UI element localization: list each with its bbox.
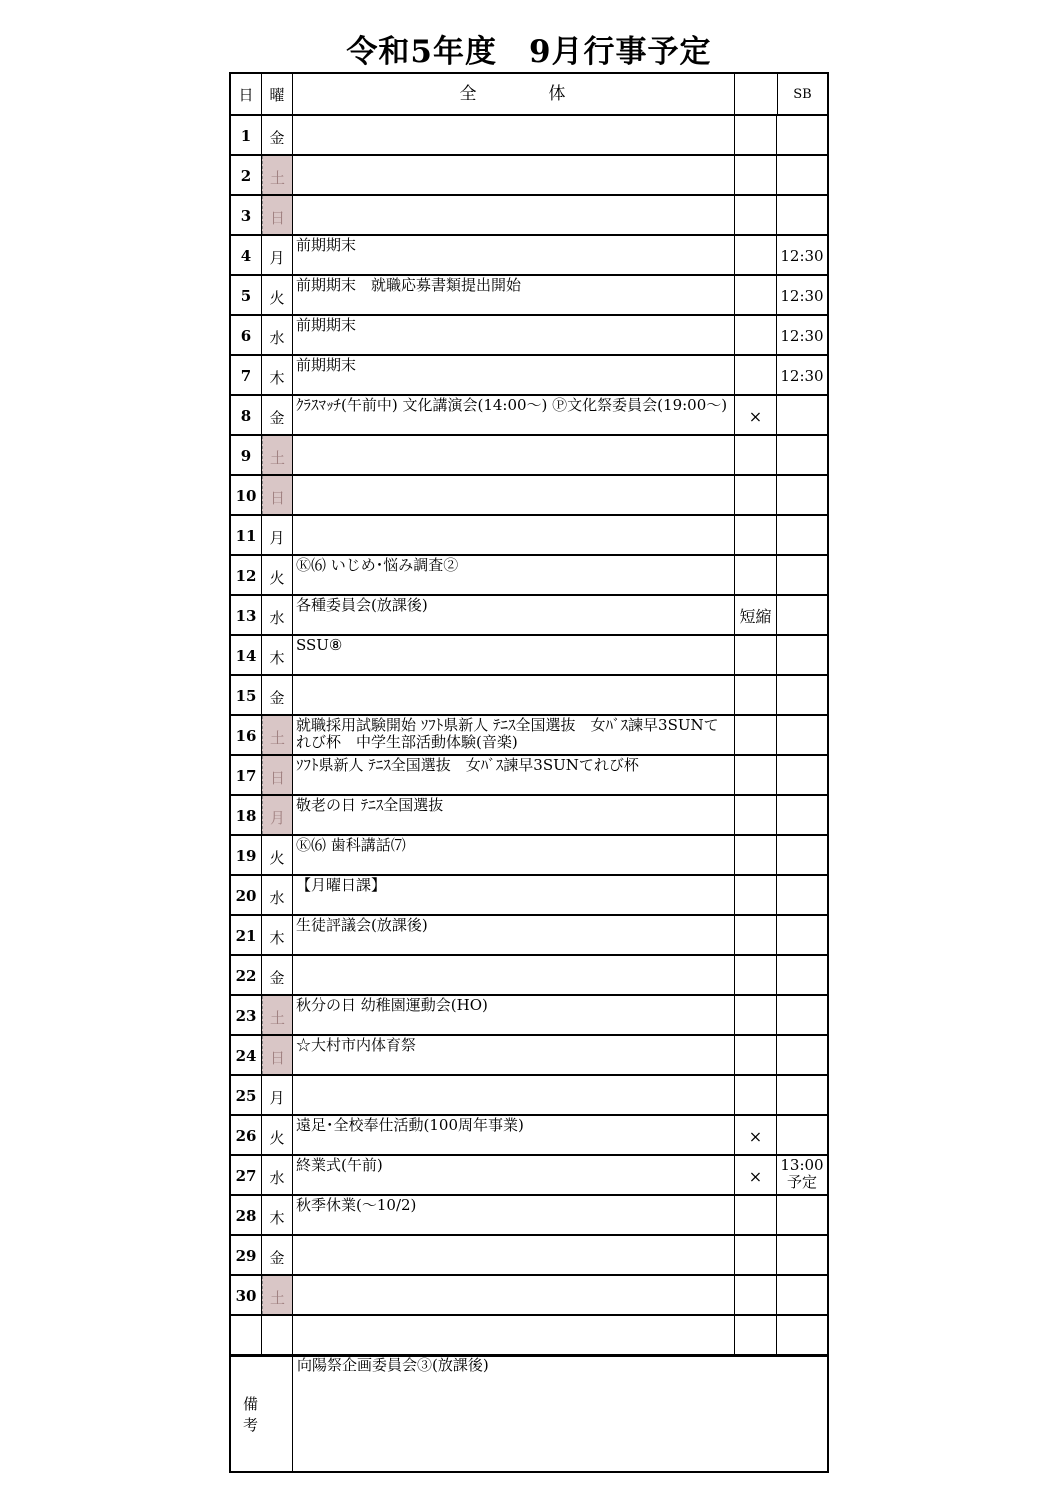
sb-time (777, 956, 827, 994)
weekday: 土 (262, 996, 293, 1034)
event-text: 前期期末 (293, 316, 735, 354)
sb-time (777, 676, 827, 714)
status-mark: × (735, 396, 777, 434)
table-row (231, 516, 827, 556)
sb-time: 12:30 (780, 367, 824, 385)
page-title: 令和5年度 9月行事予定 (346, 34, 712, 70)
sb-time (777, 156, 827, 194)
status-mark (735, 196, 777, 234)
notes-text: 向陽祭企画委員会③(放課後) (297, 1356, 489, 1374)
table-row (231, 356, 827, 396)
event-text (293, 156, 735, 194)
table-row (231, 1236, 827, 1276)
weekday: 土 (262, 436, 293, 474)
header-weekday: 曜 (262, 74, 293, 114)
event-text: Ⓚ⑹ いじめ･悩み調査② (293, 556, 735, 594)
table-row (231, 956, 827, 996)
day-number: 19 (231, 836, 262, 874)
day-number: 24 (231, 1036, 262, 1074)
status-mark (735, 1316, 777, 1354)
event-text: 前期期末 (293, 236, 735, 274)
day-number: 23 (231, 996, 262, 1034)
event-text: ☆大村市内体育祭 (293, 1036, 735, 1074)
table-row (231, 1316, 827, 1356)
day-number: 22 (231, 956, 262, 994)
day-number: 6 (231, 316, 262, 354)
weekday: 土 (262, 1276, 293, 1314)
status-mark (735, 1236, 777, 1274)
event-text: 遠足･全校奉仕活動(100周年事業) (293, 1116, 735, 1154)
status-mark (735, 1036, 777, 1074)
day-number: 1 (231, 116, 262, 154)
weekday: 土 (262, 156, 293, 194)
weekday: 水 (262, 876, 293, 914)
status-mark (735, 1276, 777, 1314)
event-text (293, 476, 735, 514)
status-mark (735, 636, 777, 674)
table-row (231, 476, 827, 516)
sb-time (777, 716, 827, 754)
day-number: 14 (231, 636, 262, 674)
event-text (293, 116, 735, 154)
table-row (231, 156, 827, 196)
day-number: 2 (231, 156, 262, 194)
event-text: 敬老の日 ﾃﾆｽ全国選抜 (293, 796, 735, 834)
weekday: 木 (262, 636, 293, 674)
day-number: 17 (231, 756, 262, 794)
sb-time (777, 1236, 827, 1274)
event-text (293, 516, 735, 554)
day-number (231, 1316, 262, 1354)
event-text (293, 1276, 735, 1314)
event-text: 前期期末 (293, 356, 735, 394)
table-row (231, 1116, 827, 1156)
day-number: 28 (231, 1196, 262, 1234)
status-mark (735, 1196, 777, 1234)
weekday: 日 (262, 476, 293, 514)
weekday: 水 (262, 316, 293, 354)
status-mark (735, 676, 777, 714)
sb-time (777, 876, 827, 914)
table-row (231, 276, 827, 316)
status-mark (735, 1076, 777, 1114)
event-text (293, 956, 735, 994)
status-mark: 短縮 (735, 596, 777, 634)
status-mark (735, 276, 777, 314)
day-number: 12 (231, 556, 262, 594)
day-number: 10 (231, 476, 262, 514)
status-mark (735, 356, 777, 394)
sb-time (777, 476, 827, 514)
sb-time (777, 916, 827, 954)
table-row (231, 996, 827, 1036)
weekday: 月 (262, 236, 293, 274)
event-text: 【月曜日課】 (293, 876, 735, 914)
table-row (231, 396, 827, 436)
day-number: 7 (231, 356, 262, 394)
event-text: 生徒評議会(放課後) (293, 916, 735, 954)
notes-section (231, 1354, 827, 1471)
event-text: 秋季休業(～10/2) (293, 1196, 735, 1234)
schedule-table (229, 72, 829, 1473)
weekday: 月 (262, 796, 293, 834)
weekday: 月 (262, 516, 293, 554)
sb-time (777, 756, 827, 794)
sb-time (777, 996, 827, 1034)
day-number: 8 (231, 396, 262, 434)
day-number: 11 (231, 516, 262, 554)
weekday: 日 (262, 756, 293, 794)
sb-time: 12:30 (780, 327, 824, 345)
event-text: 秋分の日 幼稚園運動会(HO) (293, 996, 735, 1034)
table-row (231, 1276, 827, 1316)
status-mark (735, 236, 777, 274)
weekday: 月 (262, 1076, 293, 1114)
sb-time (777, 516, 827, 554)
day-number: 18 (231, 796, 262, 834)
status-mark (735, 436, 777, 474)
table-row (231, 1076, 827, 1116)
table-row (231, 596, 827, 636)
table-row (231, 636, 827, 676)
day-number: 25 (231, 1076, 262, 1114)
table-row (231, 116, 827, 156)
table-row (231, 836, 827, 876)
day-number: 13 (231, 596, 262, 634)
header-event-b: 体 (548, 84, 568, 104)
table-row (231, 1196, 827, 1236)
weekday: 水 (262, 1156, 293, 1194)
header-event (293, 74, 735, 114)
sb-time: 12:30 (780, 247, 824, 265)
status-mark (735, 516, 777, 554)
table-row (231, 916, 827, 956)
weekday: 木 (262, 916, 293, 954)
status-mark: × (735, 1156, 777, 1194)
day-number: 16 (231, 716, 262, 754)
day-number: 9 (231, 436, 262, 474)
event-text: ｿﾌﾄ県新人 ﾃﾆｽ全国選抜 女ﾊﾞｽ諫早3SUNてれび杯 (293, 756, 735, 794)
header-sb: SB (777, 74, 827, 114)
status-mark: × (735, 1116, 777, 1154)
status-mark (735, 716, 777, 754)
event-text: SSU⑧ (293, 636, 735, 674)
sb-time (777, 556, 827, 594)
sb-time (777, 1036, 827, 1074)
day-number: 21 (231, 916, 262, 954)
weekday: 水 (262, 596, 293, 634)
day-number: 3 (231, 196, 262, 234)
sb-time (777, 1316, 827, 1354)
table-row (231, 756, 827, 796)
event-text (293, 436, 735, 474)
table-row (231, 236, 827, 276)
weekday: 火 (262, 836, 293, 874)
day-number: 26 (231, 1116, 262, 1154)
table-row (231, 1036, 827, 1076)
table-row (231, 436, 827, 476)
table-row (231, 556, 827, 596)
status-mark (735, 116, 777, 154)
sb-time (777, 396, 827, 434)
weekday: 火 (262, 276, 293, 314)
header-day: 日 (231, 74, 262, 114)
day-number: 29 (231, 1236, 262, 1274)
sb-time (777, 1276, 827, 1314)
status-mark (735, 476, 777, 514)
sb-time (777, 1076, 827, 1114)
event-text: ｸﾗｽﾏｯﾁ(午前中) 文化講演会(14:00～) Ⓟ文化祭委員会(19:00～) (293, 396, 735, 434)
sb-time (777, 596, 827, 634)
weekday: 木 (262, 1196, 293, 1234)
sb-time (777, 1116, 827, 1154)
event-text (293, 676, 735, 714)
event-text (293, 1076, 735, 1114)
table-row (231, 1156, 827, 1196)
sb-time: 13:00 予定 (780, 1156, 824, 1191)
event-text: 前期期末 就職応募書類提出開始 (293, 276, 735, 314)
weekday (262, 1316, 293, 1354)
event-text: 終業式(午前) (293, 1156, 735, 1194)
table-row (231, 796, 827, 836)
status-mark (735, 996, 777, 1034)
weekday: 木 (262, 356, 293, 394)
status-mark (735, 316, 777, 354)
status-mark (735, 916, 777, 954)
weekday: 金 (262, 676, 293, 714)
weekday: 火 (262, 556, 293, 594)
status-mark (735, 956, 777, 994)
status-mark (735, 876, 777, 914)
header-flag (735, 74, 777, 114)
day-number: 15 (231, 676, 262, 714)
status-mark (735, 156, 777, 194)
sb-time (777, 436, 827, 474)
table-row (231, 196, 827, 236)
sb-time: 12:30 (780, 287, 824, 305)
status-mark (735, 556, 777, 594)
sb-time (777, 196, 827, 234)
table-row (231, 316, 827, 356)
sb-time (777, 796, 827, 834)
sb-time (777, 116, 827, 154)
table-header (231, 74, 827, 116)
weekday: 日 (262, 196, 293, 234)
table-row (231, 716, 827, 756)
day-number: 20 (231, 876, 262, 914)
weekday: 金 (262, 956, 293, 994)
weekday: 金 (262, 116, 293, 154)
table-row (231, 876, 827, 916)
sb-time (777, 836, 827, 874)
header-event-a: 全 (459, 84, 479, 104)
event-text: Ⓚ⑹ 歯科講話⑺ (293, 836, 735, 874)
day-number: 27 (231, 1156, 262, 1194)
weekday: 土 (262, 716, 293, 754)
weekday: 火 (262, 1116, 293, 1154)
event-text (293, 196, 735, 234)
weekday: 金 (262, 1236, 293, 1274)
sb-time (777, 1196, 827, 1234)
day-number: 4 (231, 236, 262, 274)
weekday: 金 (262, 396, 293, 434)
status-mark (735, 836, 777, 874)
event-text (293, 1236, 735, 1274)
sb-time (777, 636, 827, 674)
notes-label: 備考 (231, 1357, 293, 1471)
event-text: 就職採用試験開始 ｿﾌﾄ県新人 ﾃﾆｽ全国選抜 女ﾊﾞｽ諫早3SUNてれび杯 中学生部活動体験(音楽) (293, 716, 735, 754)
event-text: 各種委員会(放課後) (293, 596, 735, 634)
weekday: 日 (262, 1036, 293, 1074)
status-mark (735, 796, 777, 834)
day-number: 30 (231, 1276, 262, 1314)
table-row (231, 676, 827, 716)
status-mark (735, 756, 777, 794)
event-text (293, 1316, 735, 1354)
day-number: 5 (231, 276, 262, 314)
